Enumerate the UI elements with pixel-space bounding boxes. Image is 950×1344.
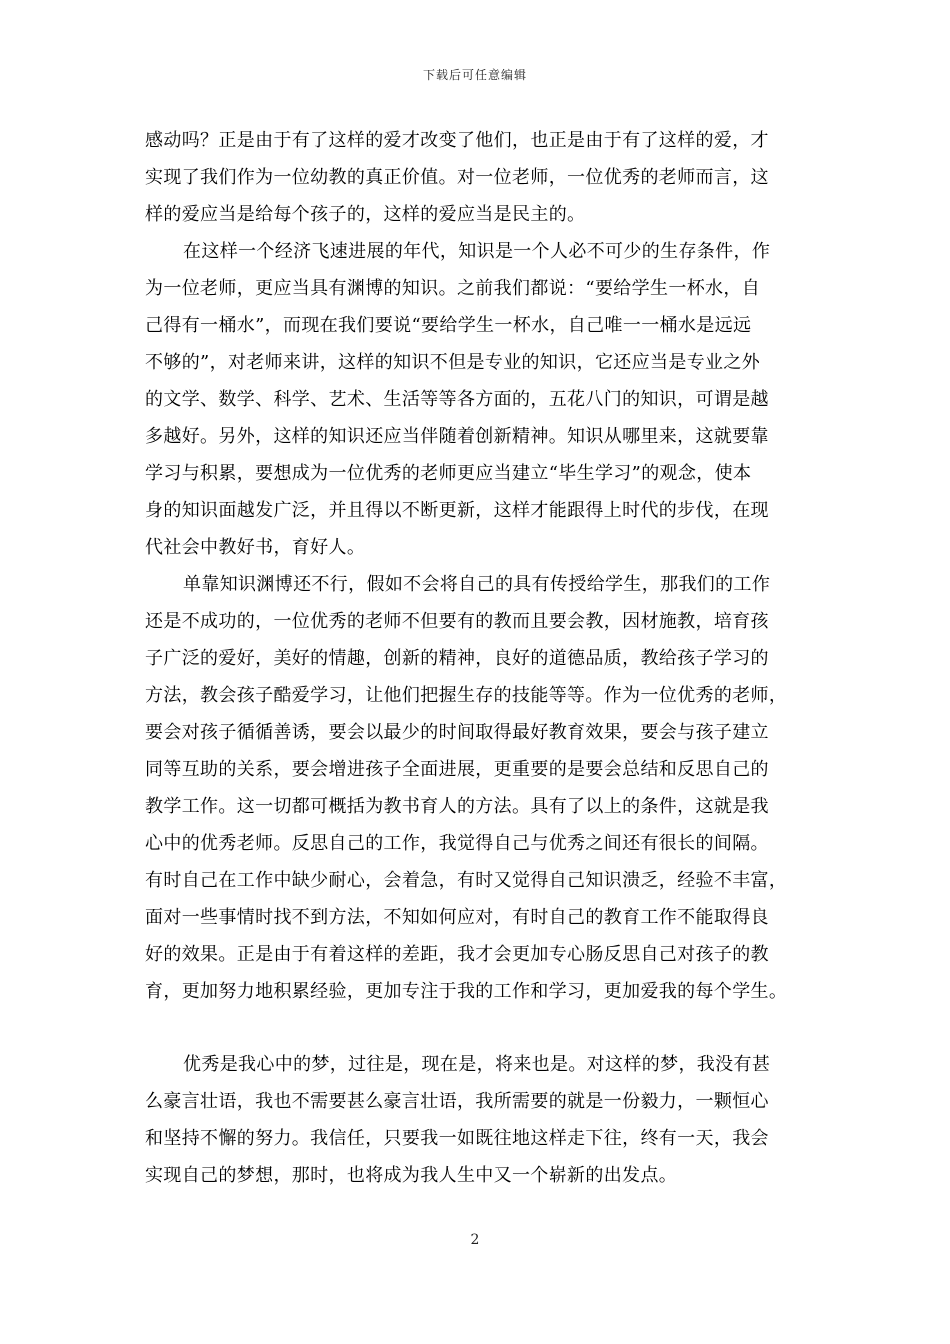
text-line: 面对一些事情时找不到方法，不知如何应对，有时自己的教育工作不能取得良 bbox=[145, 907, 769, 928]
page-header: 下载后可任意编辑 bbox=[422, 68, 527, 82]
text-line: 有时自己在工作中缺少耐心，会着急，有时又觉得自己知识溃乏，经验不丰富， bbox=[145, 870, 788, 891]
text-line: 还是不成功的，一位优秀的老师不但要有的教而且要会教，因材施教，培育孩 bbox=[145, 611, 769, 632]
text-line: 单靠知识渊博还不行，假如不会将自己的具有传授给学生，那我们的工作 bbox=[183, 574, 771, 595]
text-line: 心中的优秀老师。反思自己的工作，我觉得自己与优秀之间还有很长的间隔。 bbox=[145, 833, 769, 854]
paragraph-gap bbox=[145, 1015, 808, 1051]
text-line: 实现了我们作为一位幼教的真正价值。对一位老师，一位优秀的老师而言，这 bbox=[145, 167, 769, 188]
paragraph-1 bbox=[145, 127, 808, 238]
text-line: 子广泛的爱好，美好的情趣，创新的精神，良好的道德品质，教给孩子学习的 bbox=[145, 648, 769, 669]
paragraph-3 bbox=[145, 571, 808, 1015]
text-line: 和坚持不懈的努力。我信任，只要我一如既往地这样走下往，终有一天，我会 bbox=[145, 1128, 769, 1149]
text-line: 身的知识面越发广泛，并且得以不断更新，这样才能跟得上时代的步伐，在现 bbox=[145, 500, 769, 521]
text-line: 在这样一个经济飞速进展的年代，知识是一个人必不可少的生存条件，作 bbox=[183, 241, 771, 262]
text-line: 育，更加努力地积累经验，更加专注于我的工作和学习，更加爱我的每个学生。 bbox=[145, 981, 788, 1002]
text-line: 要会对孩子循循善诱，要会以最少的时间取得最好教育效果，要会与孩子建立 bbox=[145, 722, 769, 743]
text-line: 为一位老师，更应当具有渊博的知识。之前我们都说：“要给学生一杯水，自 bbox=[145, 278, 761, 299]
text-line: 教学工作。这一切都可概括为教书育人的方法。具有了以上的条件，这就是我 bbox=[145, 796, 769, 817]
text-line: 学习与积累，要想成为一位优秀的老师更应当建立“毕生学习”的观念，使本 bbox=[145, 463, 752, 484]
text-line: 代社会中教好书，育好人。 bbox=[145, 537, 366, 558]
text-line: 方法，教会孩子酷爱学习，让他们把握生存的技能等等。作为一位优秀的老师， bbox=[145, 685, 788, 706]
text-line: 多越好。另外，这样的知识还应当伴随着创新精神。知识从哪里来，这就要靠 bbox=[145, 426, 769, 447]
document-body bbox=[145, 127, 808, 1199]
page-number: 2 bbox=[470, 1232, 480, 1248]
text-line: 同等互助的关系，要会增进孩子全面进展，更重要的是要会总结和反思自己的 bbox=[145, 759, 769, 780]
text-line: 不够的”，对老师来讲，这样的知识不但是专业的知识，它还应当是专业之外 bbox=[145, 352, 761, 373]
text-line: 感动吗？正是由于有了这样的爱才改变了他们，也正是由于有了这样的爱，才 bbox=[145, 130, 769, 151]
text-line: 实现自己的梦想，那时，也将成为我人生中又一个崭新的出发点。 bbox=[145, 1165, 678, 1186]
text-line: 么豪言壮语，我也不需要甚么豪言壮语，我所需要的就是一份毅力，一颗恒心 bbox=[145, 1091, 769, 1112]
paragraph-2 bbox=[145, 238, 808, 571]
text-line: 己得有一桶水”，而现在我们要说“要给学生一杯水，自己唯一一桶水是远远 bbox=[145, 315, 752, 336]
paragraph-4 bbox=[145, 1051, 808, 1199]
text-line: 样的爱应当是给每个孩子的，这样的爱应当是民主的。 bbox=[145, 204, 586, 225]
text-line: 的文学、数学、科学、艺术、生活等等各方面的，五花八门的知识，可谓是越 bbox=[145, 389, 769, 410]
text-line: 优秀是我心中的梦，过往是，现在是，将来也是。对这样的梦，我没有甚 bbox=[183, 1054, 771, 1075]
text-line: 好的效果。正是由于有着这样的差距，我才会更加专心肠反思自己对孩子的教 bbox=[145, 944, 769, 965]
